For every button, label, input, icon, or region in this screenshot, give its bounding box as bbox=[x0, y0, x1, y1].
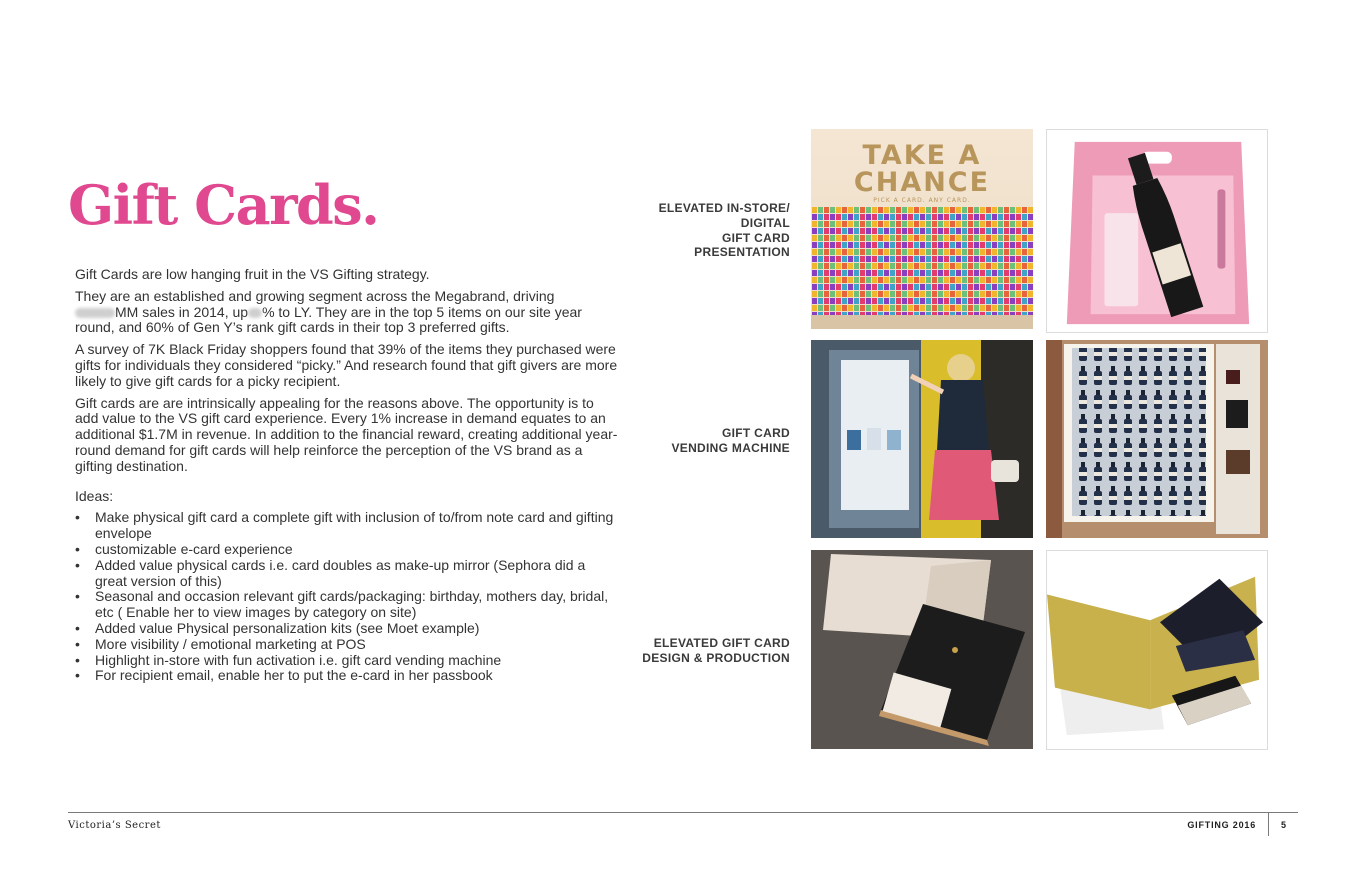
brand-logo: Victoria’s Secret bbox=[68, 820, 161, 831]
list-item: • Highlight in-store with fun activation i.e. gift card vending machine bbox=[75, 653, 620, 669]
ideas-label: Ideas: bbox=[75, 487, 114, 504]
body-text bbox=[75, 267, 620, 684]
black-gift-card-box-image bbox=[811, 550, 1033, 749]
vending-machine-shopper-image bbox=[811, 340, 1033, 538]
footer-divider bbox=[1268, 813, 1269, 836]
segment-line-3: round, and 60% of Gen Y’s rank gift cards in their top 3 preferred gifts. bbox=[75, 319, 510, 336]
page-number: 5 bbox=[1281, 820, 1287, 830]
ideas-list bbox=[75, 510, 620, 684]
list-item: • Added value Physical personalization kits (see Moet example) bbox=[75, 621, 620, 637]
moet-gift-box-image bbox=[1046, 129, 1268, 333]
footer-rule bbox=[68, 812, 1298, 813]
segment-paragraph bbox=[75, 289, 620, 336]
survey-paragraph: A survey of 7K Black Friday shoppers found that 39% of the items they purchased were gifts for individuals they considered “picky.” And research found that gift givers are more likely to give gift cards for a picky recipient. bbox=[75, 341, 618, 389]
label-vending-machine: GIFT CARD VENDING MACHINE bbox=[671, 426, 790, 455]
take-a-chance-wall-image bbox=[811, 129, 1033, 329]
list-item: • customizable e-card experience bbox=[75, 542, 620, 558]
list-item: • More visibility / emotional marketing at POS bbox=[75, 637, 620, 653]
list-item: • Added value physical cards i.e. card doubles as make-up mirror (Sephora did a great version of this) bbox=[75, 558, 620, 590]
footer-title: GIFTING 2016 bbox=[1187, 820, 1256, 830]
redacted-figure bbox=[75, 308, 115, 318]
opportunity-paragraph: Gift cards are are intrinsically appealing for the reasons above. The opportunity is to add value to the VS gift card experience. Every 1% increase in demand equates to an additional $1.7M in revenue. In addition to the financial reward, creating additional year-round demand for gift cards will help reinforce the perception of the VS brand as a gifting destination. bbox=[75, 394, 618, 474]
segment-line-1: They are an established and growing segment across the Megabrand, driving bbox=[75, 287, 555, 304]
segment-line-2a: MM sales in 2014, up bbox=[115, 303, 249, 320]
redacted-figure bbox=[248, 308, 262, 318]
take-a-chance-subline: PICK A CARD. ANY CARD. bbox=[873, 197, 971, 204]
list-item: • For recipient email, enable her to put the e-card in her passbook bbox=[75, 668, 620, 684]
list-item: • Make physical gift card a complete gift with inclusion of to/from note card and gifting envelope bbox=[75, 510, 620, 542]
champagne-vending-machine-image bbox=[1046, 340, 1268, 538]
page-title: Gift Cards. bbox=[68, 173, 379, 237]
label-design-production: ELEVATED GIFT CARD DESIGN & PRODUCTION bbox=[642, 636, 790, 665]
take-a-chance-line-2: CHANCE bbox=[853, 167, 991, 198]
take-a-chance-line-1: TAKE A bbox=[862, 140, 982, 171]
list-item: • Seasonal and occasion relevant gift cards/packaging: birthday, mothers day, bridal, etc ( Enable her to view images by category on site) bbox=[75, 589, 620, 621]
segment-line-2b: % to LY. They are in the top 5 items on our site year bbox=[262, 303, 582, 320]
intro-paragraph: Gift Cards are low hanging fruit in the VS Gifting strategy. bbox=[75, 266, 430, 282]
gold-envelope-gift-card-image bbox=[1046, 550, 1268, 750]
label-in-store-presentation: ELEVATED IN-STORE/ DIGITAL GIFT CARD PRESENTATION bbox=[658, 201, 790, 260]
